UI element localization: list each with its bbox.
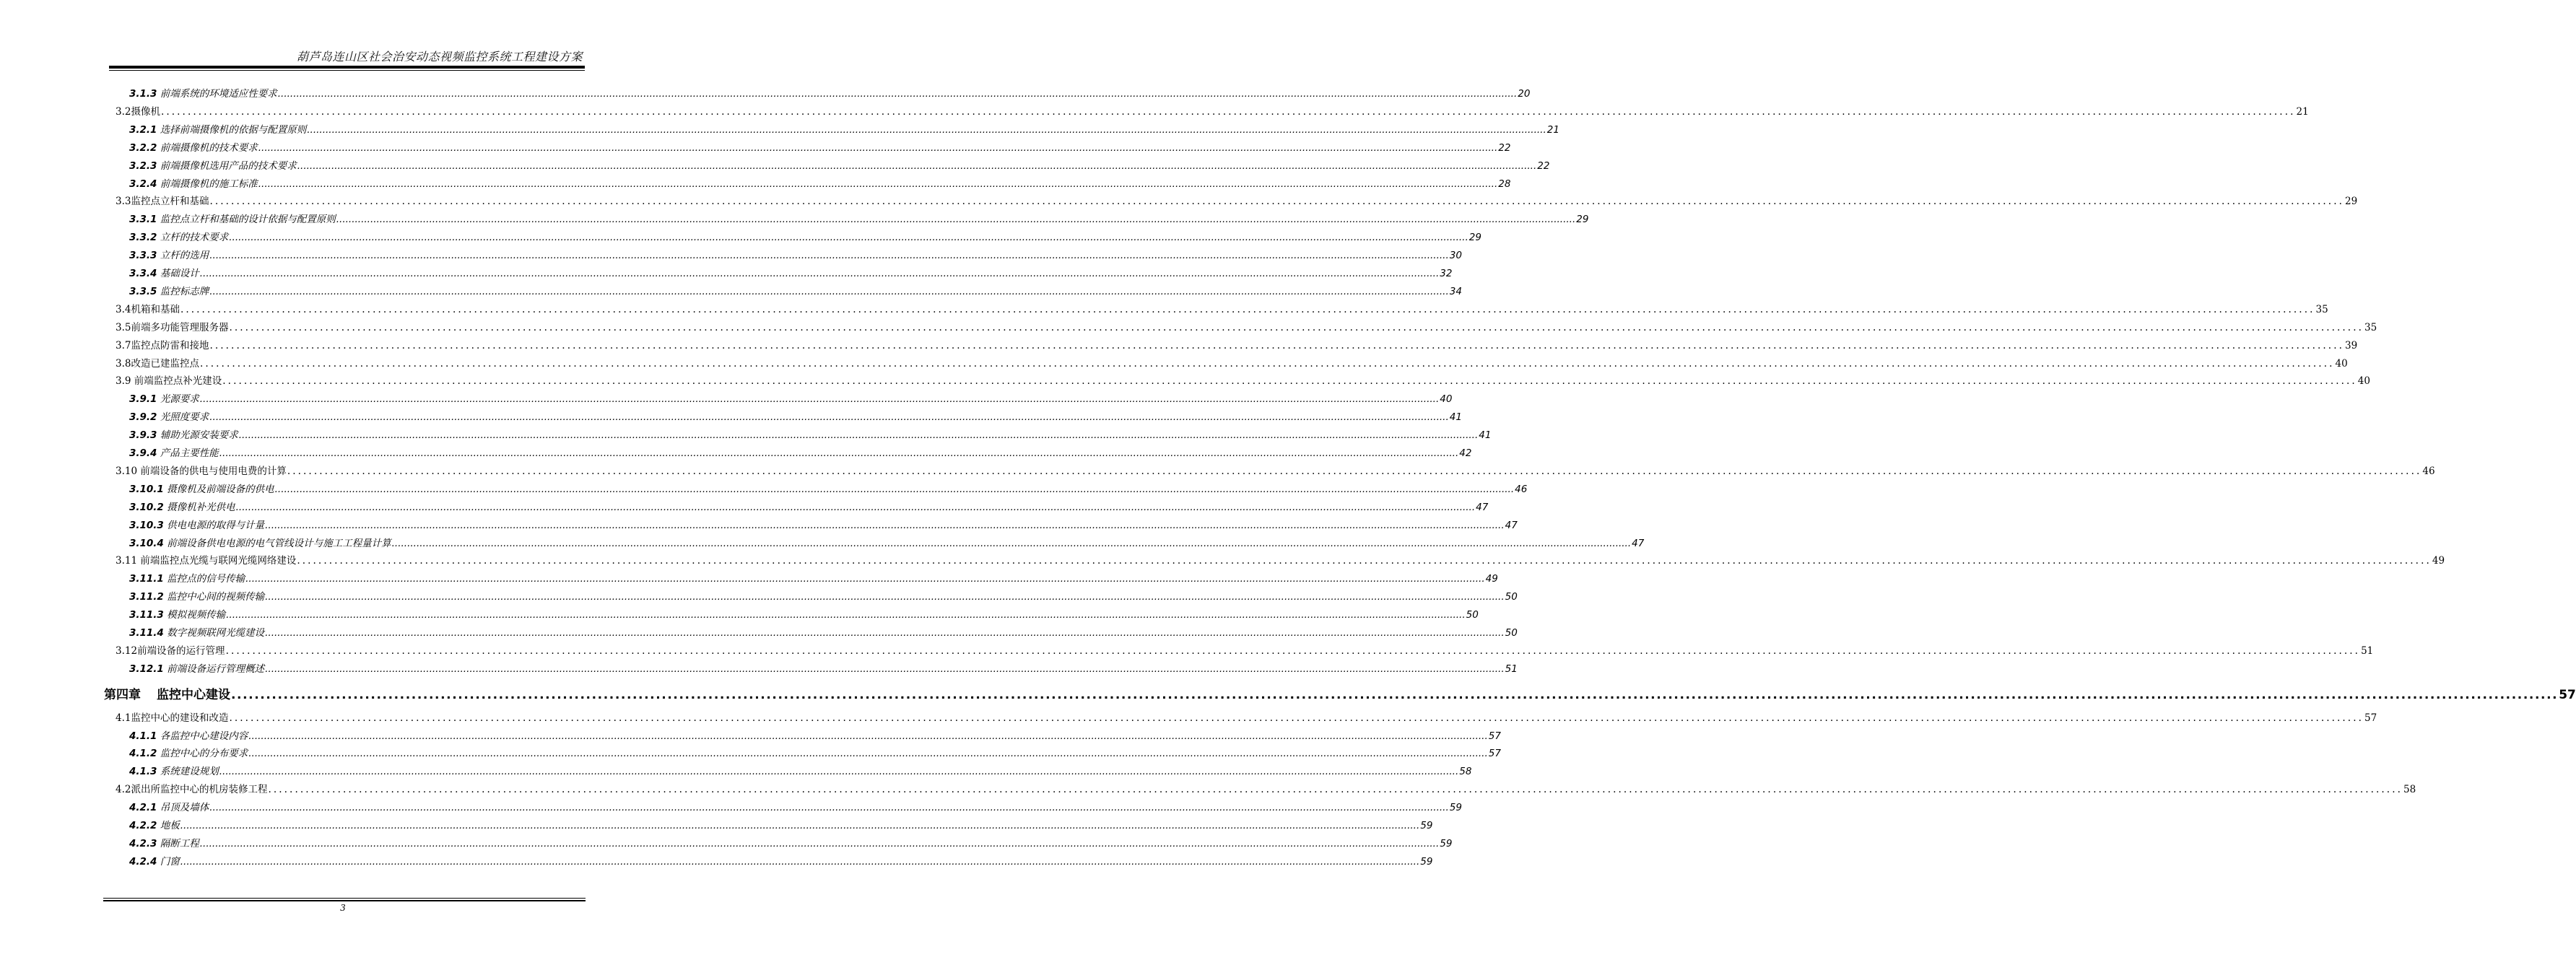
toc-dot-leader: ................................................................................................................................................................................................................................................................................................................................................................................................................	[268, 784, 2403, 796]
toc-section-entry[interactable]	[116, 709, 2377, 725]
toc-entry-label	[129, 728, 248, 742]
toc-entry-label	[129, 390, 199, 405]
toc-entry-label	[129, 535, 391, 549]
toc-dot-leader: ................................................................................................................................................................................................................................................................................................................................................................................................................	[277, 88, 1518, 100]
toc-entry-label	[129, 408, 209, 423]
toc-subsection-entry[interactable]	[129, 229, 1481, 245]
toc-entry-title: 前端摄像机的施工标准	[160, 178, 258, 190]
toc-entry-number: 3.4	[116, 303, 131, 315]
toc-page-number: 58	[2403, 784, 2416, 796]
toc-entry-title: 立杆的技术要求	[160, 232, 229, 244]
toc-page-number: 40	[2335, 357, 2348, 370]
toc-dot-leader: ................................................................................................................................................................................................................................................................................................................................................................................................................	[180, 820, 1420, 831]
toc-entry-title: 各监控中心建设内容	[160, 730, 248, 742]
toc-subsection-entry[interactable]	[129, 517, 1518, 533]
toc-subsection-entry[interactable]	[129, 121, 1559, 137]
toc-page-number: 35	[2315, 303, 2328, 315]
toc-dot-leader: ................................................................................................................................................................................................................................................................................................................................................................................................................	[199, 357, 2335, 370]
toc-section-entry[interactable]	[116, 355, 2348, 371]
toc-subsection-entry[interactable]	[129, 763, 1472, 779]
toc-entry-number: 3.9.4	[129, 447, 157, 459]
toc-entry-label	[116, 709, 228, 724]
toc-entry-label	[104, 684, 230, 702]
toc-page-number: 50	[1505, 591, 1518, 603]
toc-page-number: 46	[1515, 483, 1528, 495]
toc-dot-leader: ................................................................................................................................................................................................................................................................................................................................................................................................................	[209, 411, 1449, 424]
toc-entry-number: 3.11	[116, 555, 138, 567]
toc-page-number: 50	[1466, 609, 1479, 621]
toc-entry-number: 3.2.2	[129, 141, 157, 154]
toc-subsection-entry[interactable]	[129, 157, 1550, 173]
toc-subsection-entry[interactable]	[129, 445, 1472, 460]
toc-entry-title: 监控点立杆和基础的设计依据与配置原则	[160, 214, 336, 226]
toc-subsection-entry[interactable]	[129, 853, 1433, 869]
toc-entry-number: 3.3.2	[129, 232, 157, 244]
toc-entry-title: 立杆的选用	[160, 250, 209, 262]
toc-entry-label	[129, 606, 225, 621]
header-rule-thin	[109, 70, 585, 71]
toc-page-number: 49	[1485, 573, 1498, 585]
toc-entry-title: 监控中心建设	[157, 687, 230, 702]
toc-dot-leader: ................................................................................................................................................................................................................................................................................................................................................................................................................	[258, 178, 1498, 190]
toc-entry-number: 3.11.2	[129, 591, 164, 603]
toc-dot-leader: ................................................................................................................................................................................................................................................................................................................................................................................................................	[258, 141, 1498, 154]
toc-entry-label	[129, 763, 219, 777]
toc-page-number: 49	[2432, 555, 2445, 567]
toc-dot-leader: ................................................................................................................................................................................................................................................................................................................................................................................................................	[199, 837, 1440, 849]
toc-dot-leader: ................................................................................................................................................................................................................................................................................................................................................................................................................	[231, 687, 2559, 702]
toc-dot-leader: ................................................................................................................................................................................................................................................................................................................................................................................................................	[209, 802, 1449, 814]
toc-entry-number: 3.5	[116, 321, 131, 333]
toc-entry-label	[129, 229, 228, 243]
toc-section-entry[interactable]	[116, 193, 2358, 209]
footer-rule	[103, 900, 586, 901]
toc-subsection-entry[interactable]	[129, 535, 1645, 551]
toc-entry-number: 4.2.4	[129, 855, 157, 868]
toc-entry-label	[129, 211, 336, 225]
toc-entry-label	[129, 85, 277, 100]
toc-entry-number: 3.1.3	[129, 88, 157, 100]
toc-dot-leader: ................................................................................................................................................................................................................................................................................................................................................................................................................	[274, 483, 1515, 495]
toc-entry-number: 4.1	[116, 712, 131, 724]
toc-subsection-entry[interactable]	[129, 265, 1453, 281]
toc-entry-label	[116, 642, 225, 657]
toc-section-entry[interactable]	[116, 552, 2445, 568]
toc-entry-title: 前端监控点光缆与联网光缆网络建设	[137, 555, 297, 567]
toc-page-number: 47	[1505, 519, 1518, 531]
toc-entry-number: 3.12.1	[129, 663, 164, 675]
toc-entry-label	[116, 337, 209, 351]
toc-entry-title: 摄像机补光供电	[167, 501, 235, 513]
toc-section-entry[interactable]	[116, 642, 2374, 658]
toc-entry-number: 3.10.4	[129, 537, 164, 549]
toc-entry-number: 3.8	[116, 357, 131, 370]
toc-dot-leader: ................................................................................................................................................................................................................................................................................................................................................................................................................	[219, 766, 1459, 778]
toc-page-number: 59	[1420, 820, 1433, 831]
toc-dot-leader: ................................................................................................................................................................................................................................................................................................................................................................................................................	[199, 393, 1440, 406]
toc-entry-number: 3.2	[116, 105, 131, 118]
toc-entry-number: 3.3.3	[129, 250, 157, 262]
toc-entry-label	[116, 463, 287, 477]
toc-entry-title: 前端设备运行管理概述	[167, 663, 265, 675]
toc-dot-leader: ................................................................................................................................................................................................................................................................................................................................................................................................................	[265, 627, 1505, 639]
toc-page-number: 51	[2361, 645, 2374, 657]
toc-subsection-entry[interactable]	[129, 175, 1511, 191]
toc-subsection-entry[interactable]	[129, 390, 1453, 406]
toc-section-entry[interactable]	[116, 301, 2328, 317]
toc-entry-title: 监控中心的建设和改造	[131, 712, 229, 724]
toc-entry-label	[129, 517, 264, 531]
toc-page-number: 35	[2364, 321, 2377, 333]
toc-entry-number: 3.7	[116, 339, 131, 351]
toc-page-number: 39	[2345, 339, 2358, 351]
toc-dot-leader: ................................................................................................................................................................................................................................................................................................................................................................................................................	[287, 465, 2422, 477]
toc-entry-label	[129, 660, 264, 675]
toc-page-number: 22	[1498, 141, 1511, 154]
toc-page-number: 42	[1459, 447, 1472, 459]
toc-entry-title: 监控点防雷和接地	[131, 339, 209, 351]
toc-entry-title: 前端多功能管理服务器	[131, 321, 229, 333]
toc-entry-number: 4.2.1	[129, 802, 157, 814]
toc-dot-leader: ................................................................................................................................................................................................................................................................................................................................................................................................................	[180, 303, 2315, 315]
toc-entry-label	[129, 570, 245, 585]
toc-entry-label	[129, 157, 297, 172]
page-number: 3	[340, 903, 346, 913]
toc-section-entry[interactable]	[116, 781, 2416, 797]
toc-dot-leader: ................................................................................................................................................................................................................................................................................................................................................................................................................	[209, 196, 2344, 208]
toc-page-number: 28	[1498, 178, 1511, 190]
toc-entry-number: 3.9.2	[129, 411, 157, 424]
toc-subsection-entry[interactable]	[129, 660, 1518, 676]
toc-entry-title: 基础设计	[160, 268, 199, 279]
toc-entry-title: 监控标志牌	[160, 285, 209, 297]
toc-entry-title: 监控中心间的视频传输	[167, 591, 265, 603]
toc-entry-title: 隔断工程	[160, 837, 199, 849]
toc-subsection-entry[interactable]	[129, 85, 1531, 101]
toc-page-number: 29	[1576, 214, 1589, 226]
toc-page-number: 57	[1488, 748, 1501, 760]
toc-dot-leader: ................................................................................................................................................................................................................................................................................................................................................................................................................	[297, 555, 2432, 567]
toc-entry-number: 3.2.4	[129, 178, 157, 190]
toc-entry-title: 派出所监控中心的机房装修工程	[131, 784, 268, 796]
toc-page-number: 57	[2559, 687, 2576, 702]
toc-page-number: 40	[1440, 393, 1453, 406]
toc-entry-number: 3.11.4	[129, 627, 164, 639]
toc-page-number: 30	[1449, 250, 1462, 262]
toc-entry-title: 机箱和基础	[131, 303, 180, 315]
toc-dot-leader: ................................................................................................................................................................................................................................................................................................................................................................................................................	[229, 712, 2364, 724]
toc-page-number: 59	[1420, 855, 1433, 868]
toc-page-number: 22	[1537, 160, 1550, 172]
toc-section-entry[interactable]	[116, 337, 2358, 353]
toc-entry-label	[129, 265, 199, 279]
toc-entry-label	[129, 427, 238, 441]
toc-dot-leader: ................................................................................................................................................................................................................................................................................................................................................................................................................	[265, 591, 1505, 603]
toc-section-entry[interactable]	[116, 372, 2370, 388]
toc-page-number: 47	[1632, 537, 1645, 549]
toc-entry-number: 4.1.1	[129, 730, 157, 742]
toc-dot-leader: ................................................................................................................................................................................................................................................................................................................................................................................................................	[160, 105, 2296, 118]
toc-entry-label	[116, 193, 209, 207]
toc-page-number: 21	[2296, 105, 2309, 118]
toc-page-number: 50	[1505, 627, 1518, 639]
toc-entry-title: 监控点立杆和基础	[131, 196, 209, 208]
toc-entry-title: 光源要求	[160, 393, 199, 406]
toc-subsection-entry[interactable]	[129, 481, 1528, 497]
toc-subsection-entry[interactable]	[129, 408, 1462, 424]
toc-entry-label	[129, 835, 199, 849]
toc-subsection-entry[interactable]	[129, 606, 1479, 622]
toc-entry-label	[116, 552, 296, 567]
toc-entry-title: 摄像机	[131, 105, 160, 118]
toc-entry-title: 吊顶及墙体	[160, 802, 209, 814]
toc-dot-leader: ................................................................................................................................................................................................................................................................................................................................................................................................................	[226, 609, 1466, 621]
toc-entry-number: 4.1.2	[129, 748, 157, 760]
toc-dot-leader: ................................................................................................................................................................................................................................................................................................................................................................................................................	[248, 730, 1488, 742]
toc-page-number: 51	[1505, 663, 1518, 675]
toc-entry-label	[129, 481, 274, 495]
toc-entry-number: 3.2.1	[129, 123, 157, 136]
toc-entry-title: 产品主要性能	[160, 447, 219, 459]
toc-entry-number: 4.2	[116, 784, 131, 796]
toc-entry-title: 供电电源的取得与计量	[167, 519, 265, 531]
toc-section-entry[interactable]	[116, 103, 2309, 119]
toc-entry-label	[116, 319, 228, 333]
toc-entry-title: 前端设备的运行管理	[137, 645, 225, 657]
toc-entry-title: 辅助光源安装要求	[160, 429, 238, 442]
toc-entry-label	[129, 624, 264, 639]
toc-entry-label	[116, 355, 199, 370]
toc-subsection-entry[interactable]	[129, 139, 1511, 155]
toc-entry-number: 3.3.1	[129, 214, 157, 226]
toc-page-number: 41	[1479, 429, 1492, 442]
toc-entry-label	[129, 745, 248, 759]
toc-entry-number: 3.9.3	[129, 429, 157, 442]
toc-entry-number: 3.3	[116, 196, 131, 208]
toc-entry-number: 3.2.3	[129, 160, 157, 172]
toc-page-number: 57	[1488, 730, 1501, 742]
toc-entry-title: 监控中心的分布要求	[160, 748, 248, 760]
toc-dot-leader: ................................................................................................................................................................................................................................................................................................................................................................................................................	[219, 447, 1459, 459]
toc-dot-leader: ................................................................................................................................................................................................................................................................................................................................................................................................................	[248, 748, 1488, 760]
toc-entry-number: 3.11.1	[129, 573, 164, 585]
toc-page-number: 34	[1449, 285, 1462, 297]
toc-page-number: 46	[2422, 465, 2435, 477]
footer-rule-thin	[103, 898, 586, 899]
toc-entry-number: 4.2.2	[129, 820, 157, 831]
toc-dot-leader: ................................................................................................................................................................................................................................................................................................................................................................................................................	[265, 519, 1505, 531]
toc-dot-leader: ................................................................................................................................................................................................................................................................................................................................................................................................................	[199, 268, 1440, 279]
toc-entry-label	[129, 817, 180, 831]
toc-subsection-entry[interactable]	[129, 570, 1498, 586]
toc-subsection-entry[interactable]	[129, 745, 1501, 761]
toc-entry-title: 前端设备供电电源的电气管线设计与施工工程量计算	[167, 537, 391, 549]
toc-dot-leader: ................................................................................................................................................................................................................................................................................................................................................................................................................	[209, 339, 2344, 351]
toc-entry-label	[129, 175, 258, 190]
toc-dot-leader: ................................................................................................................................................................................................................................................................................................................................................................................................................	[238, 429, 1479, 442]
toc-entry-number: 3.3.5	[129, 285, 157, 297]
toc-entry-title: 模拟视频传输	[167, 609, 226, 621]
toc-page-number: 59	[1440, 837, 1453, 849]
toc-dot-leader: ................................................................................................................................................................................................................................................................................................................................................................................................................	[225, 645, 2361, 657]
toc-dot-leader: ................................................................................................................................................................................................................................................................................................................................................................................................................	[391, 537, 1632, 549]
toc-dot-leader: ................................................................................................................................................................................................................................................................................................................................................................................................................	[336, 214, 1576, 226]
toc-dot-leader: ................................................................................................................................................................................................................................................................................................................................................................................................................	[297, 160, 1537, 172]
toc-subsection-entry[interactable]	[129, 427, 1492, 442]
toc-dot-leader: ................................................................................................................................................................................................................................................................................................................................................................................................................	[209, 285, 1449, 297]
toc-subsection-entry[interactable]	[129, 588, 1518, 604]
toc-entry-label	[116, 103, 160, 118]
toc-entry-number: 3.9.1	[129, 393, 157, 406]
toc-page-number: 20	[1518, 88, 1531, 100]
toc-page-number: 32	[1440, 268, 1453, 279]
toc-page-number: 40	[2357, 375, 2370, 388]
toc-subsection-entry[interactable]	[129, 283, 1462, 299]
toc-entry-number: 4.1.3	[129, 766, 157, 778]
toc-entry-label	[129, 799, 209, 813]
toc-entry-title: 摄像机及前端设备的供电	[167, 483, 274, 495]
toc-subsection-entry[interactable]	[129, 499, 1489, 515]
toc-subsection-entry[interactable]	[129, 247, 1462, 263]
toc-entry-title: 监控点的信号传输	[167, 573, 245, 585]
toc-dot-leader: ................................................................................................................................................................................................................................................................................................................................................................................................................	[307, 123, 1546, 136]
toc-entry-title: 前端监控点补光建设	[131, 375, 222, 388]
toc-entry-title: 系统建设规划	[160, 766, 219, 778]
toc-entry-number: 3.12	[116, 645, 138, 657]
toc-dot-leader: ................................................................................................................................................................................................................................................................................................................................................................................................................	[209, 250, 1449, 262]
header-rule	[109, 66, 585, 69]
toc-page-number: 57	[2364, 712, 2377, 724]
toc-dot-leader: ................................................................................................................................................................................................................................................................................................................................................................................................................	[245, 573, 1485, 585]
toc-dot-leader: ................................................................................................................................................................................................................................................................................................................................................................................................................	[229, 321, 2364, 333]
toc-dot-leader: ................................................................................................................................................................................................................................................................................................................................................................................................................	[180, 855, 1420, 868]
toc-entry-label	[129, 139, 258, 154]
toc-entry-label	[116, 301, 180, 315]
toc-entry-label	[129, 499, 235, 513]
toc-entry-label	[129, 283, 209, 297]
toc-page-number: 41	[1449, 411, 1462, 424]
toc-entry-label	[116, 781, 267, 795]
toc-entry-title: 改造已建监控点	[131, 357, 199, 370]
toc-dot-leader: ................................................................................................................................................................................................................................................................................................................................................................................................................	[222, 375, 2357, 388]
toc-subsection-entry[interactable]	[129, 728, 1501, 743]
toc-entry-number: 4.2.3	[129, 837, 157, 849]
toc-entry-title: 前端摄像机选用产品的技术要求	[160, 160, 297, 172]
toc-dot-leader: ................................................................................................................................................................................................................................................................................................................................................................................................................	[265, 663, 1505, 675]
toc-chapter-entry[interactable]	[104, 684, 2576, 704]
toc-entry-number: 3.3.4	[129, 268, 157, 279]
toc-page-number: 29	[2345, 196, 2358, 208]
toc-page-number: 58	[1459, 766, 1472, 778]
toc-entry-title: 门窗	[160, 855, 180, 868]
toc-entry-label	[116, 372, 222, 387]
toc-subsection-entry[interactable]	[129, 817, 1433, 833]
toc-subsection-entry[interactable]	[129, 624, 1518, 640]
toc-section-entry[interactable]	[116, 319, 2377, 335]
toc-entry-number: 3.9	[116, 375, 131, 388]
toc-dot-leader: ................................................................................................................................................................................................................................................................................................................................................................................................................	[235, 501, 1476, 513]
toc-entry-title: 地板	[160, 820, 180, 831]
toc-subsection-entry[interactable]	[129, 211, 1589, 227]
toc-entry-title: 前端系统的环境适应性要求	[160, 88, 277, 100]
toc-entry-number: 3.11.3	[129, 609, 164, 621]
toc-entry-title: 数字视频联网光缆建设	[167, 627, 265, 639]
toc-section-entry[interactable]	[116, 463, 2435, 479]
toc-page-number: 29	[1468, 232, 1481, 244]
toc-entry-title: 选择前端摄像机的依据与配置原则	[160, 123, 307, 136]
toc-entry-number: 3.10.3	[129, 519, 164, 531]
toc-subsection-entry[interactable]	[129, 799, 1462, 815]
document-header-title: 葫芦岛连山区社会治安动态视频监控系统工程建设方案	[296, 50, 583, 64]
toc-entry-number: 第四章	[104, 687, 141, 702]
toc-page-number: 47	[1476, 501, 1489, 513]
toc-subsection-entry[interactable]	[129, 835, 1453, 851]
toc-entry-label	[129, 853, 180, 868]
toc-entry-title: 光照度要求	[160, 411, 209, 424]
toc-entry-number: 3.10.2	[129, 501, 164, 513]
toc-entry-label	[129, 247, 209, 261]
toc-entry-label	[129, 121, 306, 136]
toc-page-number: 59	[1449, 802, 1462, 814]
toc-page-number: 21	[1546, 123, 1559, 136]
toc-entry-number: 3.10	[116, 465, 138, 477]
toc-entry-number: 3.10.1	[129, 483, 164, 495]
toc-entry-label	[129, 588, 264, 603]
toc-entry-title: 前端设备的供电与使用电费的计算	[137, 465, 287, 477]
toc-dot-leader: ................................................................................................................................................................................................................................................................................................................................................................................................................	[229, 232, 1468, 244]
toc-entry-title: 前端摄像机的技术要求	[160, 141, 258, 154]
toc-entry-label	[129, 445, 219, 459]
